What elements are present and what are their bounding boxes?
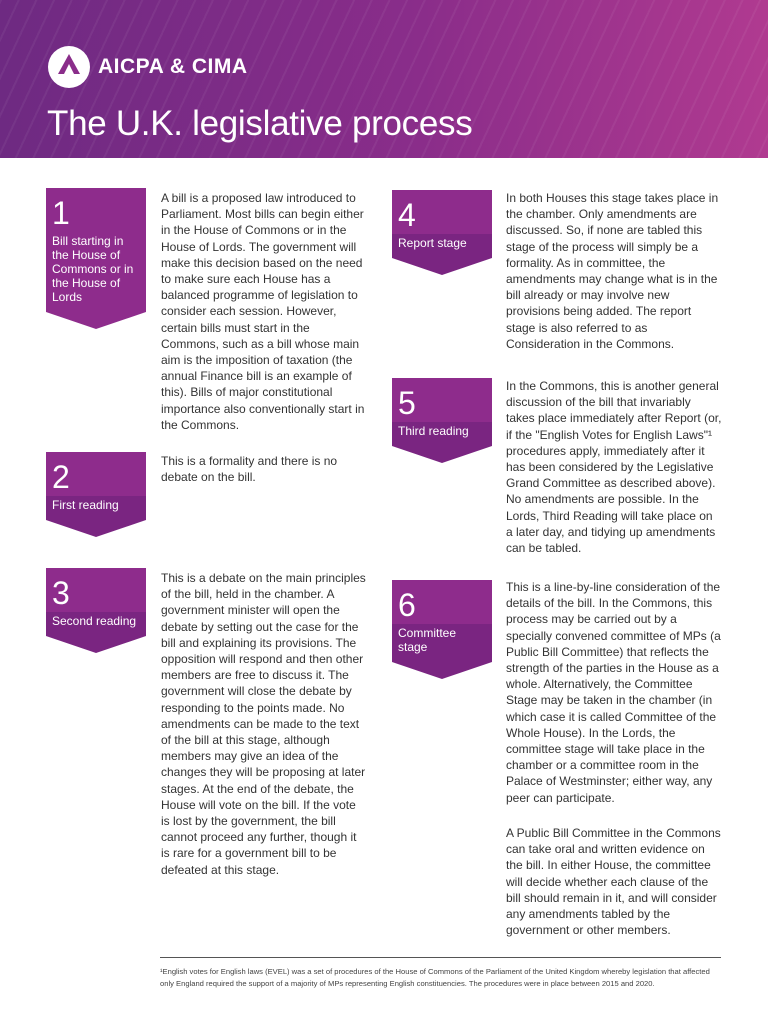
badge-arrow bbox=[46, 636, 146, 653]
step-text-6: This is a line-by-line consideration of the details of the bill. In the Commons, this process may be carried out by a specially convened committee of MPs (a Public Bill Committee) that reflects the strength of the parties in the House as a whole. Alternatively, the Committee Stage may be taken in the chamber (in which case it is called Committee of the Whole House). In the Lords, the committee stage will take place in the chamber or a committee room in the Palace of Westminster; either way, any peer can participate. bbox=[506, 580, 721, 805]
aicpa-cima-logo-icon bbox=[46, 44, 92, 90]
footnote-divider bbox=[160, 957, 721, 958]
badge-arrow bbox=[46, 312, 146, 329]
step-badge-5 bbox=[392, 378, 492, 463]
page-title: The U.K. legislative process bbox=[47, 104, 473, 143]
step-text-5: In the Commons, this is another general discussion of the bill that invariably takes place immediately after Report (or, if the "English Votes for English Laws"¹ procedures apply, immediately after it has been considered by the Legislative Grand Committee as described above). No amendments are possible. In the Lords, Third Reading will take place on a later day, and tidying up amendments can be tabled. bbox=[506, 379, 722, 556]
header-banner bbox=[0, 0, 768, 158]
badge-arrow bbox=[46, 520, 146, 537]
step-text-6b: A Public Bill Committee in the Commons can take oral and written evidence on the bill. In either House, the committee will decide whether each clause of the bill should remain in it, and will consider any amendments tabled by the government or other members. bbox=[506, 826, 721, 938]
footnote: ¹English votes for English laws (EVEL) was a set of procedures of the House of Commons of the Parliament of the United Kingdom whereby legislation that affected only England required the support of a majority of MPs representing English constituencies. The procedures were in place between 2015 and 2020. bbox=[160, 967, 710, 988]
step-number: 3 bbox=[52, 575, 70, 611]
step-badge-2 bbox=[46, 452, 146, 537]
step-text-4: In both Houses this stage takes place in the chamber. Only amendments are discussed. So, if none are tabled this stage of the process will simply be a formality. As in committee, the amendments may change what is in the bill already or may involve new provisions being added. The report stage is also referred to as Consideration in the Commons. bbox=[506, 191, 719, 351]
step-text-3: This is a debate on the main principles of the bill, held in the chamber. A government minister will open the debate by setting out the case for the bill and explaining its provisions. The opposition will respond and then other members are free to discuss it. The government will close the debate by responding to the points made. No amendments can be made to the text of the bill at this stage, although members may give an idea of the changes they will be proposing at later stages. At the end of the debate, the House will vote on the bill. If the vote is lost by the government, the bill cannot proceed any further, though it is rare for a government bill to be defeated at this stage. bbox=[161, 571, 366, 877]
step-badge-4 bbox=[392, 190, 492, 275]
step-label: Bill starting in the House of Commons or in the House of Lords bbox=[46, 232, 146, 312]
step-text-1: A bill is a proposed law introduced to Parliament. Most bills can begin either in the House of Commons or in the House of Lords. The government will make this decision based on the need to make sure each House has a balanced programme of legislation to consider each session. However, certain bills must start in the Commons, such as a bill whose main aim is the imposition of taxation (the annual Finance bill is an example of this). Bills of major constitutional importance also conventionally start in the Commons. bbox=[161, 191, 365, 432]
step-badge-1 bbox=[46, 188, 146, 329]
step-label: Third reading bbox=[392, 422, 492, 446]
step-number: 5 bbox=[398, 385, 416, 421]
logo-text: AICPA & CIMA bbox=[98, 55, 248, 78]
badge-arrow bbox=[392, 662, 492, 679]
step-label: Report stage bbox=[392, 234, 492, 258]
step-badge-6 bbox=[392, 580, 492, 679]
step-number: 4 bbox=[398, 197, 416, 233]
badge-arrow bbox=[392, 446, 492, 463]
step-number: 6 bbox=[398, 587, 416, 623]
step-label: Second reading bbox=[46, 612, 146, 636]
step-badge-3 bbox=[46, 568, 146, 653]
step-label: Committee stage bbox=[392, 624, 492, 662]
step-number: 2 bbox=[52, 459, 70, 495]
step-label: First reading bbox=[46, 496, 146, 520]
badge-arrow bbox=[392, 258, 492, 275]
logo bbox=[46, 44, 248, 90]
step-text-2: This is a formality and there is no debate on the bill. bbox=[161, 454, 338, 485]
step-number: 1 bbox=[52, 195, 70, 231]
